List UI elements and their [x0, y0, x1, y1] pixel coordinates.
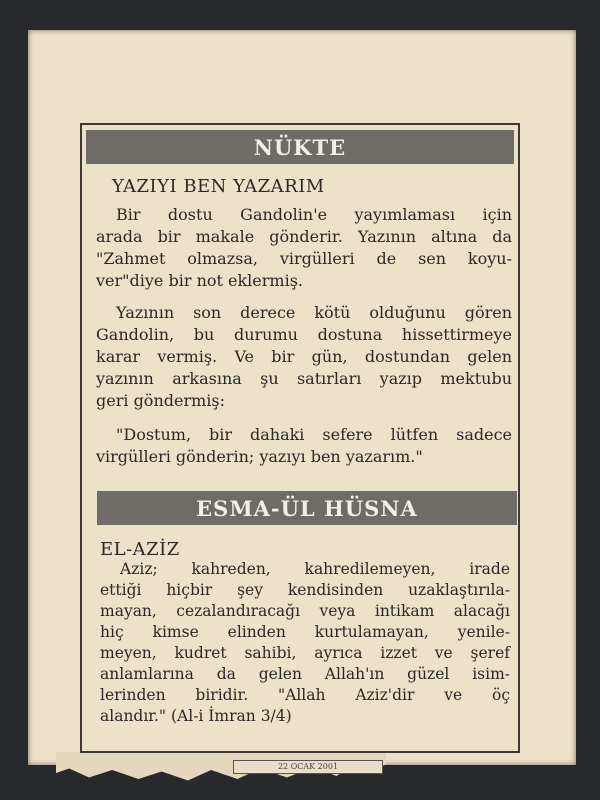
- article-heading: EL-AZİZ: [100, 539, 180, 560]
- text-line: meyen, kudret sahibi, ayrıca izzet ve şeref: [100, 644, 510, 662]
- paragraph-2: [96, 302, 512, 412]
- text-line: Yazının son derece kötü olduğunu gören: [116, 303, 512, 322]
- text-line: ettiği hiçbir şey kendisinden uzaklaştırıla-: [100, 581, 510, 599]
- text-line: "Dostum, bir dahaki sefere lütfen sadece: [116, 425, 512, 444]
- paragraph-1: [96, 204, 512, 292]
- text-line: ver"diye bir not eklermiş.: [96, 271, 303, 290]
- text-line: Aziz; kahreden, kahredilemeyen, irade: [120, 560, 510, 578]
- text-line: yazının arkasına şu satırları yazıp mektubu: [96, 369, 512, 388]
- section-title: ESMA-ÜL HÜSNA: [196, 495, 418, 521]
- section-band-nukte: [86, 130, 514, 164]
- text-line: "Zahmet olmazsa, virgülleri de sen koyu-: [96, 249, 512, 268]
- text-line: mayan, cezalandıracağı veya intikam alacağı: [100, 602, 510, 620]
- text-line: arada bir makale gönderir. Yazının altına da: [96, 227, 512, 246]
- section-title: NÜKTE: [253, 134, 347, 160]
- paragraph-3: [96, 424, 512, 468]
- text-line: Bir dostu Gandolin'e yayımlaması için: [116, 205, 512, 224]
- article-heading: YAZIYI BEN YAZARIM: [112, 176, 325, 197]
- text-line: geri göndermiş:: [96, 391, 225, 410]
- paragraph-4: [100, 559, 510, 727]
- text-line: hiç kimse elinden kurtulamayan, yenile-: [100, 623, 510, 641]
- text-line: alandır." (Al-i İmran 3/4): [100, 707, 292, 725]
- text-line: lerinden biridir. "Allah Aziz'dir ve öç: [100, 686, 510, 704]
- text-line: Gandolin, bu durumu dostuna hissettirmeye: [96, 325, 512, 344]
- text-line: virgülleri gönderin; yazıyı ben yazarım.": [96, 447, 423, 466]
- date-stamp: 22 OCAK 2001: [233, 760, 383, 774]
- text-line: anlamlarına da gelen Allah'ın güzel isim-: [100, 665, 510, 683]
- text-line: karar vermiş. Ve bir gün, dostundan gelen: [96, 347, 512, 366]
- section-band-esma-ul-husna: [97, 491, 517, 525]
